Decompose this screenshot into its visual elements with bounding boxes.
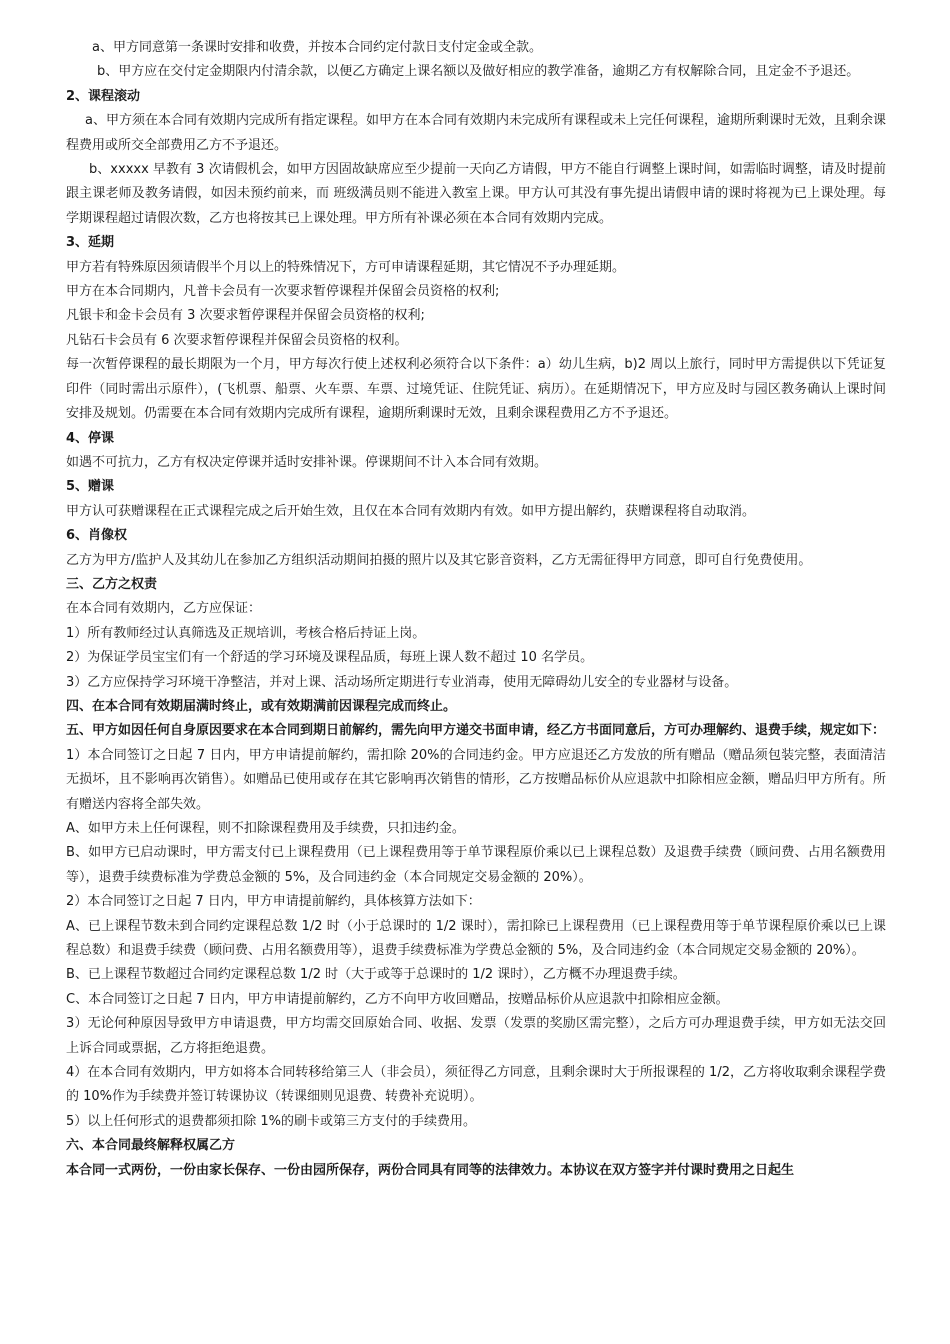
clause-2a: a、甲方须在本合同有效期内完成所有指定课程。如甲方在本合同有效期内未完成所有课程或未上完任何课程，逾期所剩课时无效，且剩余课程费用或所交全部费用乙方不予退还。 (66, 113, 886, 153)
extension-text-5: 每一次暂停课程的最长期限为一个月，甲方每次行使上述权利必须符合以下条件：a）幼儿生病，b)2 周以上旅行，同时甲方需提供以下凭证复印件（同时需出示原件），(飞机票、船票、火车票、车票、过境凭证、住院凭证、病历）。在延期情况下，甲方应及时与园区教务确认上课时间安排及规划。仍需要在本合同有效期内完成所有课程，逾期所剩课时无效，且剩余课程费用乙方不予退还。 (66, 357, 886, 422)
bonus-course-text: 甲方认可获赠课程在正式课程完成之后开始生效，且仅在本合同有效期内有效。如甲方提出解约，获赠课程将自动取消。 (66, 503, 756, 519)
heading-early-cancellation: 五、甲方如因任何自身原因要求在本合同到期日前解约，需先向甲方递交书面申请，经乙方书面同意后，方可办理解约、退费手续，规定如下： (66, 723, 886, 739)
portrait-rights-text: 乙方为甲方/监护人及其幼儿在参加乙方组织活动期间拍摄的照片以及其它影音资料，乙方无需征得甲方同意，即可自行免费使用。 (66, 552, 812, 568)
refund-item-3: 3）无论何种原因导致甲方申请退费，甲方均需交回原始合同、收据、发票（发票的奖励区需完整），之后方可办理退费手续，甲方如无法交回上诉合同或票据，乙方将拒绝退费。 (66, 1016, 886, 1056)
clause-2b: b、xxxxx 早教有 3 次请假机会，如甲方因固故缺席应至少提前一天向乙方请假，甲方不能自行调整上课时间，如需临时调整，请及时提前跟主课老师及教务请假，如因未预约前来，而 班级满员则不能进入教室上课。甲方认可其没有事先提出请假申请的课时将视为已上课处理。每学期课程超过请假次数，乙方也将按其已上课处理。甲方所有补课必须在本合同有效期内完成。 (66, 162, 886, 226)
heading-party-b-duties: 三、乙方之权责 (66, 576, 158, 592)
extension-text-3: 凡银卡和金卡会员有 3 次要求暂停课程并保留会员资格的权利; (66, 308, 425, 324)
refund-item-1a: A、如甲方未上任何课程，则不扣除课程费用及手续费，只扣违约金。 (66, 821, 465, 836)
party-b-item-3: 3）乙方应保持学习环境干净整洁，并对上课、活动场所定期进行专业消毒，使用无障碍幼儿安全的专业器材与设备。 (66, 674, 738, 690)
extension-text-1: 甲方若有特殊原因须请假半个月以上的特殊情况下，方可申请课程延期，其它情况不予办理延期。 (66, 259, 626, 275)
refund-item-2c: C、本合同签订之日起 7 日内，甲方申请提前解约，乙方不向甲方收回赠品，按赠品标价从应退款中扣除相应金额。 (66, 991, 729, 1007)
refund-item-1: 1）本合同签订之日起 7 日内，甲方申请提前解约，需扣除 20%的合同违约金。甲方应退还乙方发放的所有赠品（赠品须包装完整，表面清洁无损坏，且不影响再次销售）。如赠品已使用或存在其它影响再次销售的情形，乙方按赠品标价从应退款中扣除相应金额，赠品归甲方所有。所有赠送内容将全部失效。 (66, 747, 886, 812)
party-b-item-2: 2）为保证学员宝宝们有一个舒适的学习环境及课程品质，每班上课人数不超过 10 名学员。 (66, 650, 594, 666)
party-b-item-1: 1）所有教师经过认真筛选及正规培训，考核合格后持证上岗。 (66, 625, 426, 641)
refund-item-2: 2）本合同签订之日起 7 日内，甲方申请提前解约，具体核算方法如下： (66, 894, 481, 910)
heading-interpretation: 六、本合同最终解释权属乙方 (66, 1138, 236, 1154)
extension-text-4: 凡钻石卡会员有 6 次要求暂停课程并保留会员资格的权利。 (66, 332, 408, 348)
party-b-intro: 在本合同有效期内，乙方应保证： (66, 601, 262, 617)
refund-item-2b: B、已上课程节数超过合同约定课程总数 1/2 时（大于或等于总课时的 1/2 课时），乙方概不办理退费手续。 (66, 967, 686, 983)
heading-suspension: 4、停课 (66, 430, 115, 446)
heading-bonus-course: 5、赠课 (66, 479, 115, 495)
clause-1a: a、甲方同意第一条课时安排和收费，并按本合同约定付款日支付定金或全款。 (92, 40, 542, 55)
heading-termination: 四、在本合同有效期届满时终止，或有效期满前因课程完成而终止。 (66, 698, 457, 714)
heading-extension: 3、延期 (66, 235, 115, 251)
clause-1b: b、甲方应在交付定金期限内付清余款，以便乙方确定上课名额以及做好相应的教学准备，逾期乙方有权解除合同，且定金不予退还。 (97, 64, 860, 80)
refund-item-2a: A、已上课程节数未到合同约定课程总数 1/2 时（小于总课时的 1/2 课时），需扣除已上课程费用（已上课程费用等于单节课程原价乘以已上课程总数）和退费手续费（顾问费、占用名额费用等），退费手续费标准为学费总金额的 5%，及合同违约金（本合同规定交易金额的 20%）。 (66, 918, 886, 959)
refund-item-5: 5）以上任何形式的退费都须扣除 1%的刷卡或第三方支付的手续费用。 (66, 1113, 477, 1129)
extension-text-2: 甲方在本合同期内，凡普卡会员有一次要求暂停课程并保留会员资格的权利; (66, 284, 500, 300)
suspension-text: 如遇不可抗力，乙方有权决定停课并适时安排补课。停课期间不计入本合同有效期。 (66, 454, 548, 470)
closing-statement: 本合同一式两份，一份由家长保存、一份由园所保存，两份合同具有同等的法律效力。本协议在双方签字并付课时费用之日起生 (66, 1162, 795, 1178)
heading-portrait-rights: 6、肖像权 (66, 528, 128, 544)
refund-item-1b: B、如甲方已启动课时，甲方需支付已上课程费用（已上课程费用等于单节课程原价乘以已上课程总数）及退费手续费（顾问费、占用名额费用等），退费手续费标准为学费总金额的 5%，及合同违约金（本合同规定交易金额的 20%）。 (66, 845, 886, 885)
heading-course-rolling: 2、课程滚动 (66, 88, 141, 104)
refund-item-4: 4）在本合同有效期内，甲方如将本合同转移给第三人（非会员），须征得乙方同意，且剩余课时大于所报课程的 1/2，乙方将收取剩余课程学费的 10%作为手续费并签订转课协议（转课细则见退费、转费补充说明）。 (66, 1065, 886, 1105)
